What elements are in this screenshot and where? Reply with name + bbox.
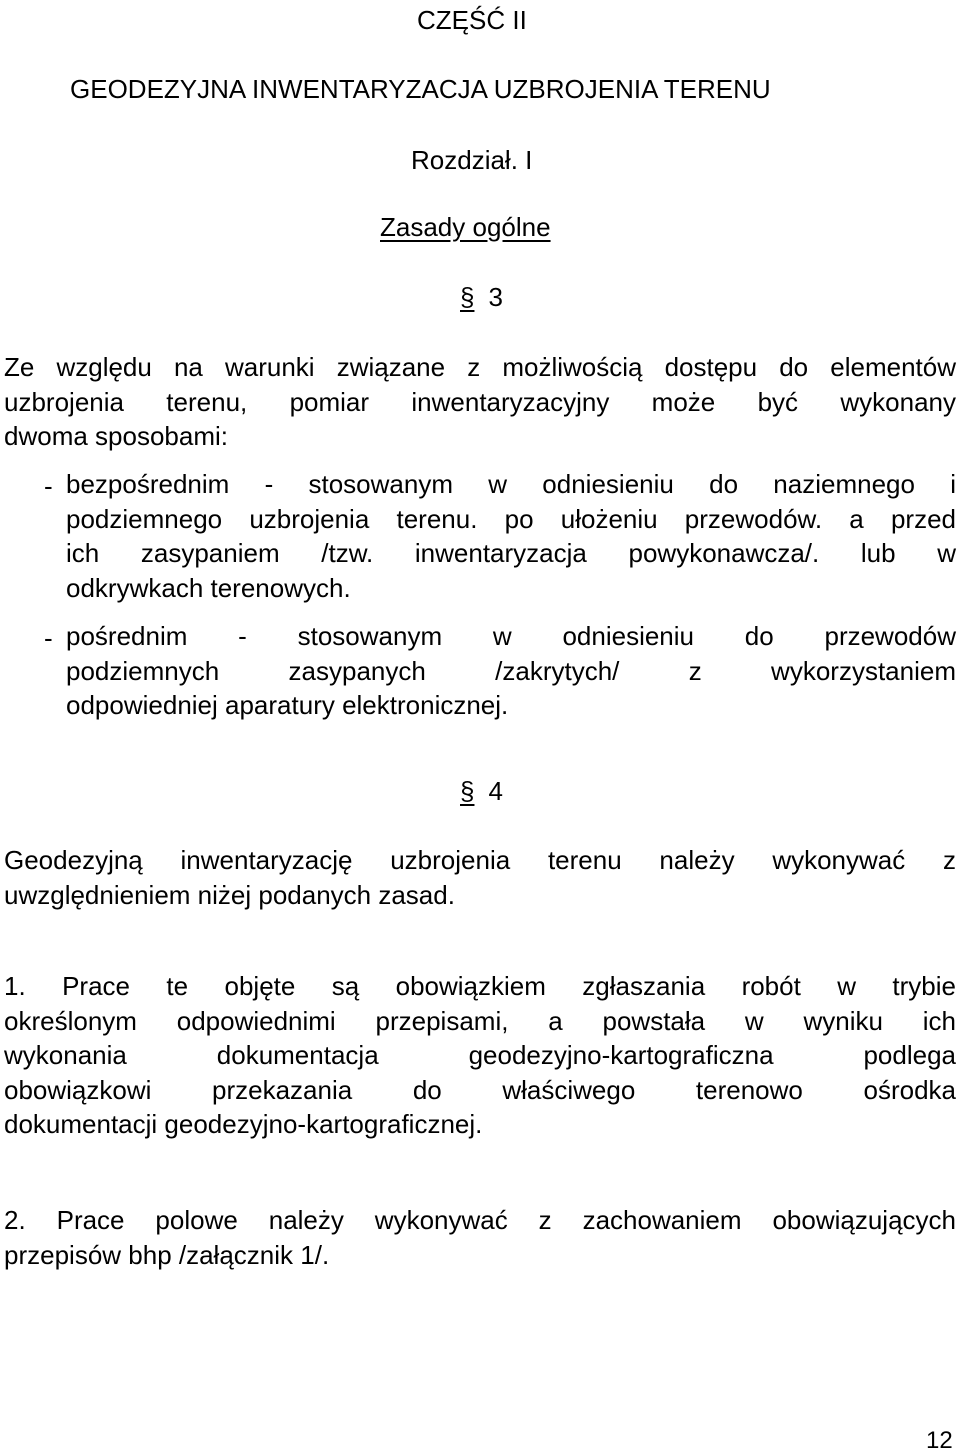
- indirect-method-item: [66, 619, 956, 723]
- chapter-subtitle: Zasady ogólne: [380, 212, 551, 242]
- text-line: 1. Prace te objęte są obowiązkiem zgłaszania robót w trybie: [4, 971, 956, 1001]
- point-1: [4, 969, 956, 1142]
- text-line: obowiązkowi przekazania do właściwego terenowo ośrodka: [4, 1074, 956, 1105]
- text-line: dokumentacji geodezyjno-kartograficznej.: [4, 1109, 483, 1140]
- text-line: Ze względu na warunki związane z możliwością dostępu do elementów: [4, 352, 956, 382]
- text-line: uwzględnieniem niżej podanych zasad.: [4, 879, 455, 910]
- main-title: GEODEZYJNA INWENTARYZACJA UZBROJENIA TERENU: [70, 74, 771, 104]
- section-number: 4: [488, 776, 503, 806]
- text-line: bezpośrednim - stosowanym w odniesieniu do naziemnego i: [66, 469, 956, 499]
- list-dash: -: [44, 471, 53, 501]
- text-line: określonym odpowiednimi przepisami, a powstała w wyniku ich: [4, 1005, 956, 1036]
- section-4-heading: [460, 778, 503, 804]
- text-line: podziemnych zasypanych /zakrytych/ z wykorzystaniem: [66, 655, 956, 686]
- section-4-intro: [4, 843, 956, 912]
- section-3-intro: [4, 350, 956, 454]
- point-2: [4, 1203, 956, 1272]
- text-line: ich zasypaniem /tzw. inwentaryzacja powykonawcza/. lub w: [66, 538, 956, 569]
- page-number: 12: [926, 1427, 953, 1454]
- list-dash: -: [44, 623, 53, 653]
- section-symbol: §: [460, 776, 475, 806]
- text-line: dwoma sposobami:: [4, 421, 228, 452]
- section-symbol: §: [460, 282, 475, 312]
- text-line: pośrednim - stosowanym w odniesieniu do przewodów: [66, 621, 956, 651]
- text-line: przepisów bhp /załącznik 1/.: [4, 1239, 330, 1270]
- chapter-heading: Rozdział. I: [411, 145, 533, 175]
- text-line: podziemnego uzbrojenia terenu. po ułożeniu przewodów. a przed: [66, 503, 956, 534]
- part-title: CZĘŚĆ II: [417, 5, 527, 35]
- text-line: wykonania dokumentacja geodezyjno-kartograficzna podlega: [4, 1040, 956, 1071]
- text-line: 2. Prace polowe należy wykonywać z zachowaniem obowiązujących: [4, 1205, 956, 1235]
- section-number: 3: [488, 282, 503, 312]
- text-line: odpowiedniej aparatury elektronicznej.: [66, 690, 509, 721]
- text-line: Geodezyjną inwentaryzację uzbrojenia terenu należy wykonywać z: [4, 845, 956, 875]
- direct-method-item: [66, 467, 956, 605]
- text-line: uzbrojenia terenu, pomiar inwentaryzacyjny może być wykonany: [4, 386, 956, 417]
- section-3-heading: [460, 284, 503, 310]
- text-line: odkrywkach terenowych.: [66, 572, 351, 603]
